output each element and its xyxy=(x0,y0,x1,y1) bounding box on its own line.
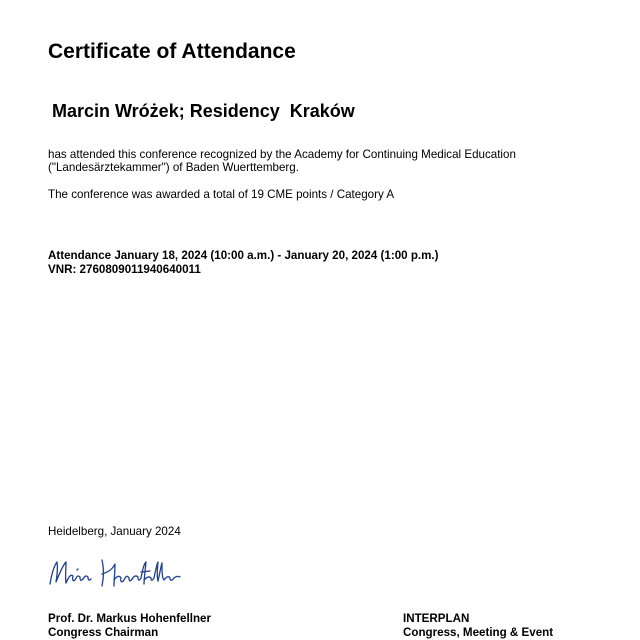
attendance-dates: Attendance January 18, 2024 (10:00 a.m.) - January 20, 2024 (1:00 p.m.) xyxy=(48,249,439,262)
handwritten-signature-icon xyxy=(44,550,184,596)
place-and-date: Heidelberg, January 2024 xyxy=(48,525,181,538)
organizer-signatory xyxy=(403,612,553,639)
recognition-line-1: has attended this conference recognized by the Academy for Continuing Medical Education xyxy=(48,148,516,161)
cme-points-paragraph: The conference was awarded a total of 19 CME points / Category A xyxy=(48,188,395,201)
organizer-name: INTERPLAN xyxy=(403,612,470,625)
chairman-signatory xyxy=(48,612,211,639)
recognition-paragraph xyxy=(48,148,608,174)
organizer-role: Congress, Meeting & Event xyxy=(403,625,554,639)
recipient-name: Marcin Wróżek; Residency Kraków xyxy=(52,101,355,121)
chairman-name: Prof. Dr. Markus Hohenfellner xyxy=(48,612,211,625)
vnr-number: VNR: 2760809011940640011 xyxy=(48,262,201,276)
certificate-title: Certificate of Attendance xyxy=(48,40,296,63)
attendance-block xyxy=(48,249,439,276)
chairman-role: Congress Chairman xyxy=(48,625,159,639)
recognition-line-2: ("Landesärztekammer") of Baden Wuerttemberg. xyxy=(48,161,299,174)
